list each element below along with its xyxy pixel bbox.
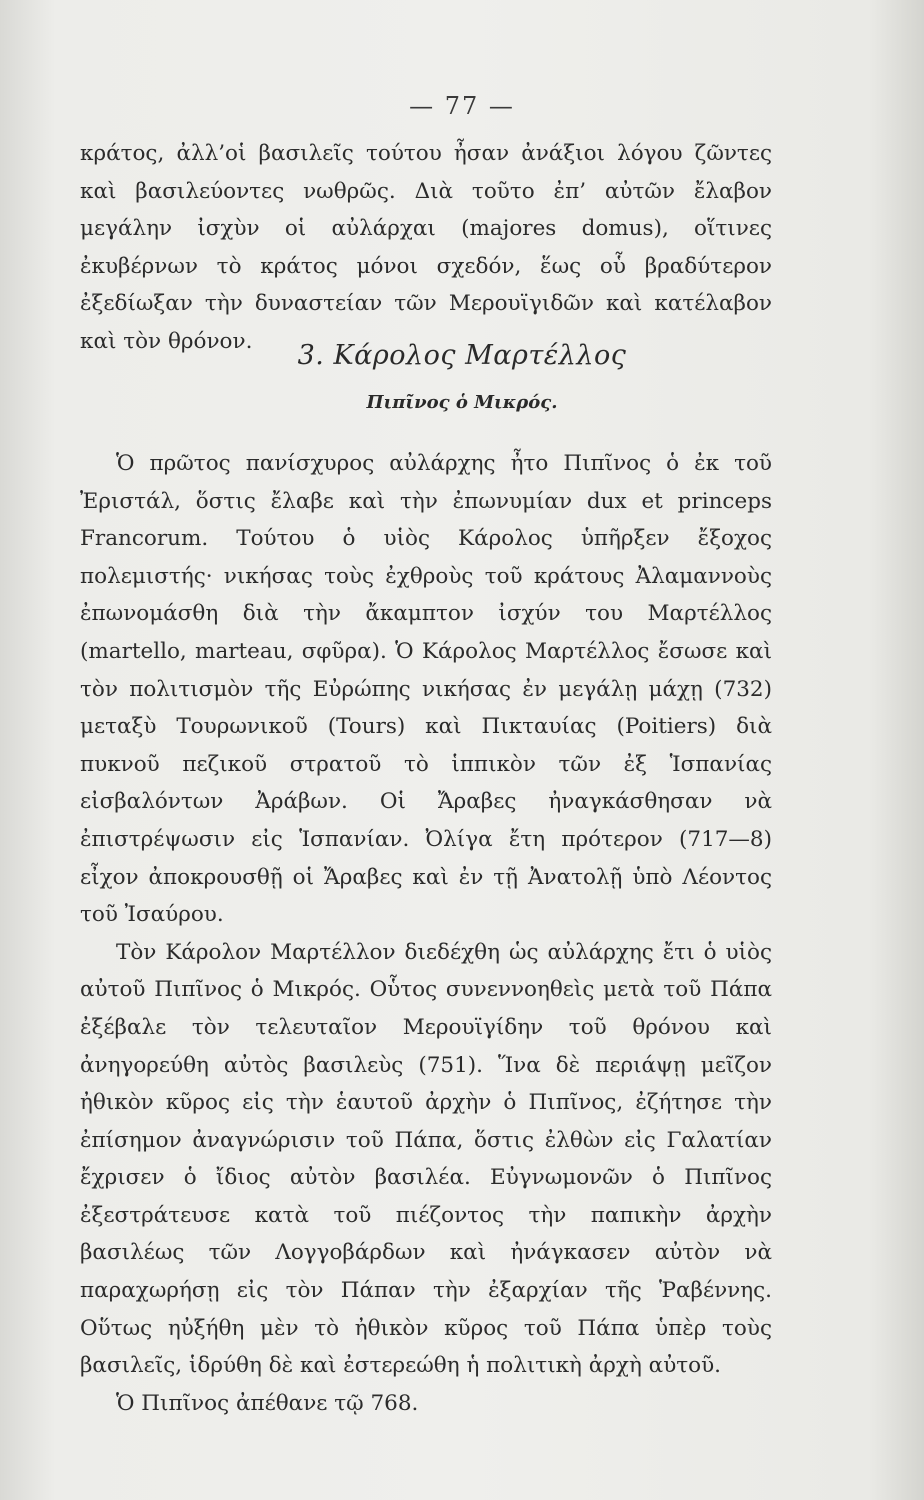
- intro-paragraph-block: [80, 135, 772, 361]
- section-subtitle: Πιπῖνος ὁ Μικρός.: [366, 392, 558, 413]
- section-title: 3. Κάρολος Μαρτέλλος: [297, 340, 627, 371]
- paragraph-death: Ὁ Πιπῖνος ἀπέθανε τῷ 768.: [116, 1390, 419, 1416]
- intro-paragraph: κράτος, ἀλλ’οἱ βασιλεῖς τούτου ἦσαν ἀνάξιοι λόγου ζῶντες καὶ βασιλεύοντες νωθρῶς. Διὰ τοῦτο ἐπ’ αὐτῶν ἔλαβον μεγάλην ἰσχὺν οἱ αὐλάρχαι (majores domus), οἵτινες ἐκυβέρνων τὸ κράτος μόνοι σχεδόν, ἕως οὗ βραδύτερον ἐξεδίωξαν τὴν δυναστείαν τῶν Μερουϊγιδῶν καὶ κατέλαβον καὶ τὸν θρόνον.: [80, 141, 772, 354]
- page-number: — 77 —: [409, 92, 515, 120]
- section-body: [80, 445, 772, 1422]
- paragraph-karolos: Ὁ πρῶτος πανίσχυρος αὐλάρχης ἦτο Πιπῖνος ὁ ἐκ τοῦ Ἐριστάλ, ὅστις ἔλαβε καὶ τὴν ἐπωνυμίαν dux et princeps Francorum. Τούτου ὁ υἱὸς Κάρολος ὑπῆρξεν ἔξοχος πολεμιστής· νικήσας τοὺς ἐχθροὺς τοῦ κράτους Ἀλαμαννοὺς ἐπωνομάσθη διὰ τὴν ἄκαμπτον ἰσχύν του Μαρτέλλος (martello, marteau, σφῦρα). Ὁ Κάρολος Μαρτέλλος ἔσωσε καὶ τὸν πολιτισμὸν τῆς Εὐρώπης νικήσας ἐν μεγάλῃ μάχῃ (732) μεταξὺ Τουρωνικοῦ (Tours) καὶ Πικταυίας (Poitiers) διὰ πυκνοῦ πεζικοῦ στρατοῦ τὸ ἱππικὸν τῶν ἐξ Ἱσπανίας εἰσβαλόντων Ἀράβων. Οἱ Ἄραβες ἠναγκάσθησαν νὰ ἐπιστρέψωσιν εἰς Ἱσπανίαν. Ὀλίγα ἔτη πρότερον (717—8) εἶχον ἀποκρουσθῇ οἱ Ἄραβες καὶ ἐν τῇ Ἀνατολῇ ὑπὸ Λέοντος τοῦ Ἰσαύρου.: [80, 451, 772, 928]
- paragraph-pipinos: Τὸν Κάρολον Μαρτέλλον διεδέχθη ὡς αὐλάρχης ἔτι ὁ υἱὸς αὐτοῦ Πιπῖνος ὁ Μικρός. Οὗτος συνεννοηθεὶς μετὰ τοῦ Πάπα ἐξέβαλε τὸν τελευταῖον Μερουϊγίδην τοῦ θρόνου καὶ ἀνηγορεύθη αὐτὸς βασιλεὺς (751). Ἵνα δὲ περιάψῃ μεῖζον ἠθικὸν κῦρος εἰς τὴν ἑαυτοῦ ἀρχὴν ὁ Πιπῖνος, ἐζήτησε τὴν ἐπίσημον ἀναγνώρισιν τοῦ Πάπα, ὅστις ἐλθὼν εἰς Γαλατίαν ἔχρισεν ὁ ἴδιος αὐτὸν βασιλέα. Εὐγνωμονῶν ὁ Πιπῖνος ἐξεστράτευσε κατὰ τοῦ πιέζοντος τὴν παπικὴν ἀρχὴν βασιλέως τῶν Λογγοβάρδων καὶ ἠνάγκασεν αὐτὸν νὰ παραχωρήσῃ εἰς τὸν Πάπαν τὴν ἐξαρχίαν τῆς Ῥαβέννης. Οὕτως ηὐξήθη μὲν τὸ ἠθικὸν κῦρος τοῦ Πάπα ὑπὲρ τοὺς βασιλεῖς, ἱδρύθη δὲ καὶ ἐστερεώθη ἡ πολιτικὴ ἀρχὴ αὐτοῦ.: [80, 939, 772, 1379]
